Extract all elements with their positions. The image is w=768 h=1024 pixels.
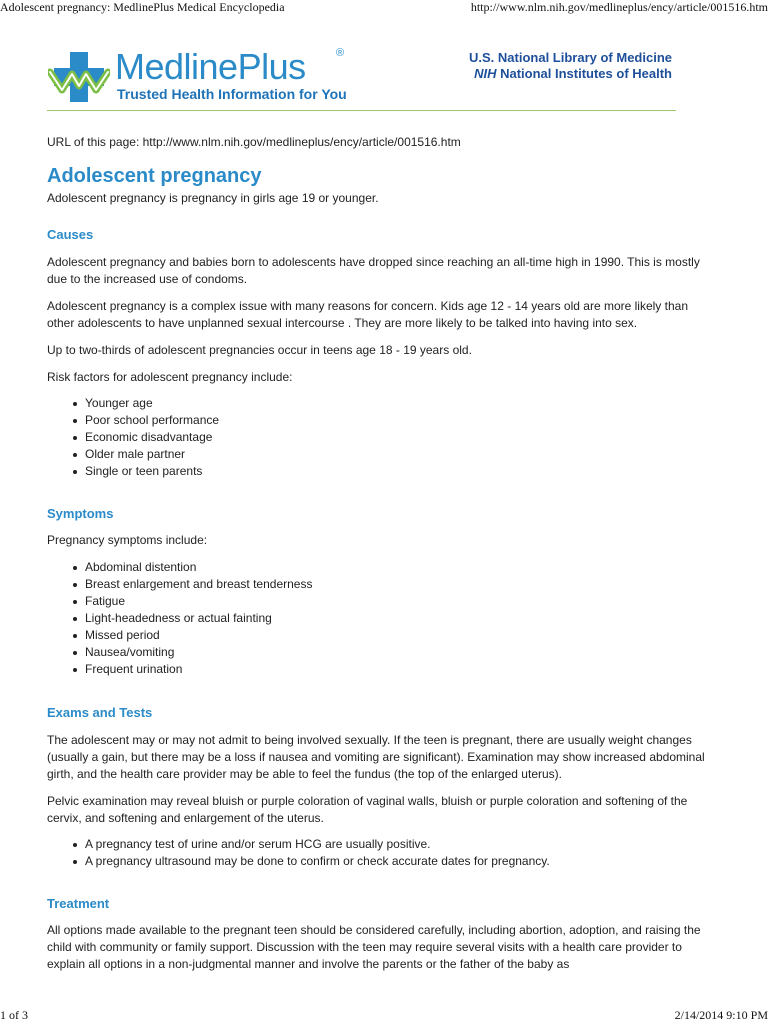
list-item: Economic disadvantage: [85, 429, 707, 446]
causes-paragraph-2: Adolescent pregnancy is a complex issue with many reasons for concern. Kids age 12 - 14 years old are more likely than other adolescents to have unplanned sexual intercourse . They are more likely to be talked into having into sex.: [47, 299, 688, 330]
list-item: Abdominal distention: [85, 559, 707, 576]
nlm-line: U.S. National Library of Medicine: [469, 50, 672, 65]
print-page-title: Adolescent pregnancy: MedlinePlus Medical Encyclopedia: [0, 0, 285, 14]
causes-paragraph-4: Risk factors for adolescent pregnancy include:: [47, 370, 293, 384]
list-item: Breast enlargement and breast tenderness: [85, 576, 707, 593]
logo-tagline: Trusted Health Information for You: [117, 86, 347, 102]
exams-paragraph-2: Pelvic examination may reveal bluish or purple coloration of vaginal walls, bluish or purple coloration and softening of the cervix, and softening and enlargement of the uterus.: [47, 794, 688, 825]
risk-factors-list: [47, 395, 707, 480]
list-item: A pregnancy test of urine and/or serum HCG are usually positive.: [85, 836, 707, 853]
list-item: Light-headedness or actual fainting: [85, 610, 707, 627]
medlineplus-logo-mark-icon: [48, 52, 110, 102]
nih-abbrev: NIH: [474, 66, 497, 81]
article-intro: Adolescent pregnancy is pregnancy in girls age 19 or younger.: [47, 191, 379, 205]
list-item: Frequent urination: [85, 661, 707, 678]
logo-name: MedlinePlus: [115, 46, 306, 87]
causes-paragraph-1: Adolescent pregnancy and babies born to adolescents have dropped since reaching an all-time high in 1990. This is mostly due to the increased use of condoms.: [47, 255, 700, 286]
symptoms-paragraph-1: Pregnancy symptoms include:: [47, 533, 208, 547]
exams-list: [47, 836, 707, 870]
exams-paragraph-1: The adolescent may or may not admit to being involved sexually. If the teen is pregnant, there are usually weight changes (usually a gain, but there may be a loss if nausea and vomiting are significant). Examination may show increased abdominal girth, and the health care provider may be able to feel the fundus (the top of the enlarged uterus).: [47, 733, 705, 781]
article-title: Adolescent pregnancy: [47, 165, 262, 187]
treatment-paragraph-1: All options made available to the pregnant teen should be considered carefully, including abortion, adoption, and raising the child with community or family support. Discussion with the teen may require several visits with a health care provider to explain all options in a non-judgmental manner and involve the parents or the father of the baby as: [47, 923, 701, 971]
heading-exams-and-tests: Exams and Tests: [47, 705, 153, 720]
list-item: Nausea/vomiting: [85, 644, 707, 661]
medlineplus-logo[interactable]: [48, 47, 368, 107]
nih-name: National Institutes of Health: [500, 66, 672, 81]
logo-registered-mark: ®: [336, 47, 345, 59]
list-item: Poor school performance: [85, 412, 707, 429]
nih-line: [469, 66, 672, 82]
list-item: Single or teen parents: [85, 463, 707, 480]
page-url-line: URL of this page: http://www.nlm.nih.gov/medlineplus/ency/article/001516.htm: [47, 135, 461, 149]
list-item: Missed period: [85, 627, 707, 644]
list-item: A pregnancy ultrasound may be done to confirm or check accurate dates for pregnancy.: [85, 853, 707, 870]
print-page-url[interactable]: http://www.nlm.nih.gov/medlineplus/ency/article/001516.htm: [470, 0, 768, 14]
print-header: [0, 0, 768, 16]
print-datetime: 2/14/2014 9:10 PM: [674, 1008, 768, 1022]
heading-causes: Causes: [47, 227, 94, 242]
list-item: Fatigue: [85, 593, 707, 610]
print-page-number: 1 of 3: [0, 1008, 28, 1022]
heading-symptoms: Symptoms: [47, 506, 114, 521]
nlm-block[interactable]: [469, 50, 672, 82]
causes-paragraph-3: Up to two-thirds of adolescent pregnancies occur in teens age 18 - 19 years old.: [47, 343, 472, 357]
list-item: Older male partner: [85, 446, 707, 463]
list-item: Younger age: [85, 395, 707, 412]
print-footer: [0, 1008, 768, 1024]
symptoms-list: [47, 559, 707, 678]
heading-treatment: Treatment: [47, 896, 110, 911]
header-divider: [47, 110, 676, 111]
